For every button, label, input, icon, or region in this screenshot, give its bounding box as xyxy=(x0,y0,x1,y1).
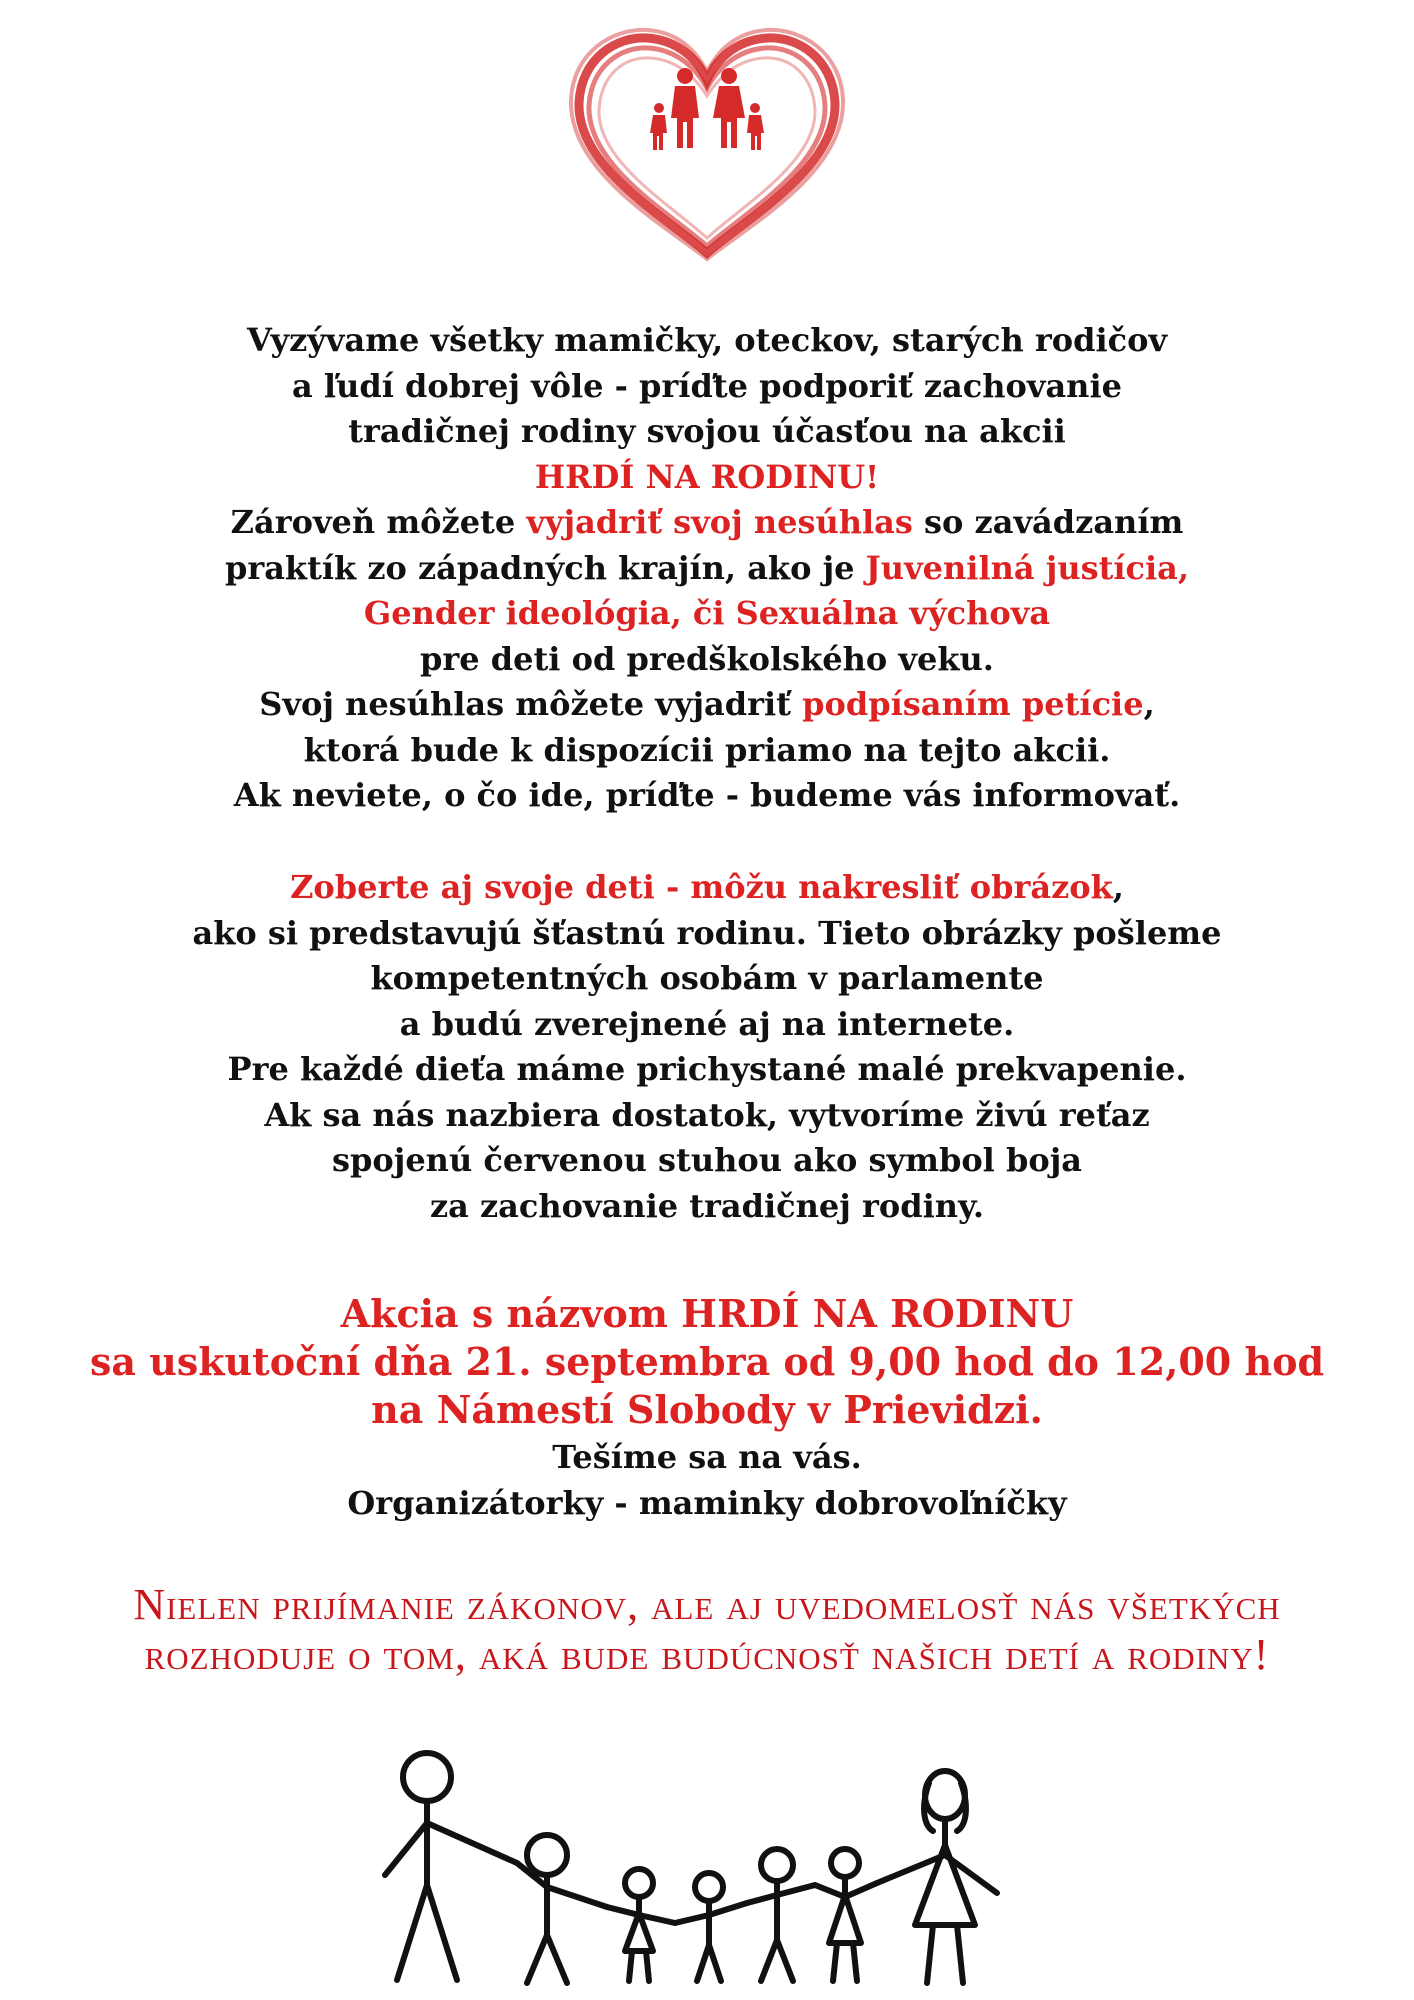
invitation-line: a ľudí dobrej vôle - príďte podporiť zachovanie xyxy=(292,366,1122,405)
stick-figure-family-icon xyxy=(0,1735,1414,1990)
slogan-line: Nielen prijímanie zákonov, ale aj uvedomelosť nás všetkých xyxy=(133,1580,1281,1629)
children-line: za zachovanie tradičnej rodiny. xyxy=(429,1186,985,1225)
invitation-line: praktík zo západných krajín, ako je Juvenilná justícia, xyxy=(224,548,1190,587)
invitation-line: Vyzývame všetky mamičky, oteckov, starých rodičov xyxy=(246,321,1168,359)
children-line: Zoberte aj svoje deti - môžu nakresliť obrázok, xyxy=(290,868,1124,906)
children-line: kompetentných osobám v parlamente xyxy=(370,959,1044,997)
greeting: Tešíme sa na vás. xyxy=(552,1438,862,1476)
invitation-line: Ak neviete, o čo ide, príďte - budeme vás informovať. xyxy=(233,776,1181,814)
event-date: sa uskutoční dňa 21. septembra od 9,00 hod do 12,00 hod xyxy=(89,1339,1325,1384)
invitation-line: Svoj nesúhlas môžete vyjadriť podpísaním petície, xyxy=(259,685,1155,723)
event-title: Akcia s názvom HRDÍ NA RODINU xyxy=(340,1291,1074,1336)
highlight-text: Juvenilná justícia, xyxy=(865,548,1190,587)
invitation-line: Zároveň môžete vyjadriť svoj nesúhlas so zavádzaním xyxy=(230,503,1184,541)
children-line: a budú zverejnené aj na internete. xyxy=(399,1004,1015,1043)
children-text xyxy=(60,865,1354,1229)
organizers: Organizátorky - maminky dobrovoľníčky xyxy=(347,1484,1067,1522)
highlight-line: Gender ideológia, či Sexuálna výchova xyxy=(363,594,1051,632)
slogan xyxy=(20,1580,1394,1680)
slogan-line: rozhoduje o tom, aká bude budúcnosť našich detí a rodiny! xyxy=(144,1630,1270,1679)
highlight-text: vyjadriť svoj nesúhlas xyxy=(526,503,913,541)
children-line: Ak sa nás nazbiera dostatok, vytvoríme živú reťaz xyxy=(264,1095,1150,1134)
event-details xyxy=(60,1290,1354,1526)
invitation-line: ktorá bude k dispozícii priamo na tejto akcii. xyxy=(303,730,1111,769)
heart-family-icon xyxy=(0,18,1414,268)
event-place: na Námestí Slobody v Prievidzi. xyxy=(371,1387,1043,1432)
children-line: ako si predstavujú šťastnú rodinu. Tieto obrázky pošleme xyxy=(192,913,1222,952)
invitation-line: pre deti od predškolského veku. xyxy=(420,639,994,678)
highlight-text: Zoberte aj svoje deti - môžu nakresliť obrázok xyxy=(290,868,1113,906)
invitation-text xyxy=(60,318,1354,819)
invitation-line: tradičnej rodiny svojou účasťou na akcii xyxy=(348,412,1066,450)
event-name: HRDÍ NA RODINU! xyxy=(534,457,880,496)
children-line: Pre každé dieťa máme prichystané malé prekvapenie. xyxy=(227,1050,1187,1088)
highlight-text: podpísaním petície xyxy=(802,685,1144,723)
children-line: spojenú červenou stuhou ako symbol boja xyxy=(332,1141,1082,1179)
